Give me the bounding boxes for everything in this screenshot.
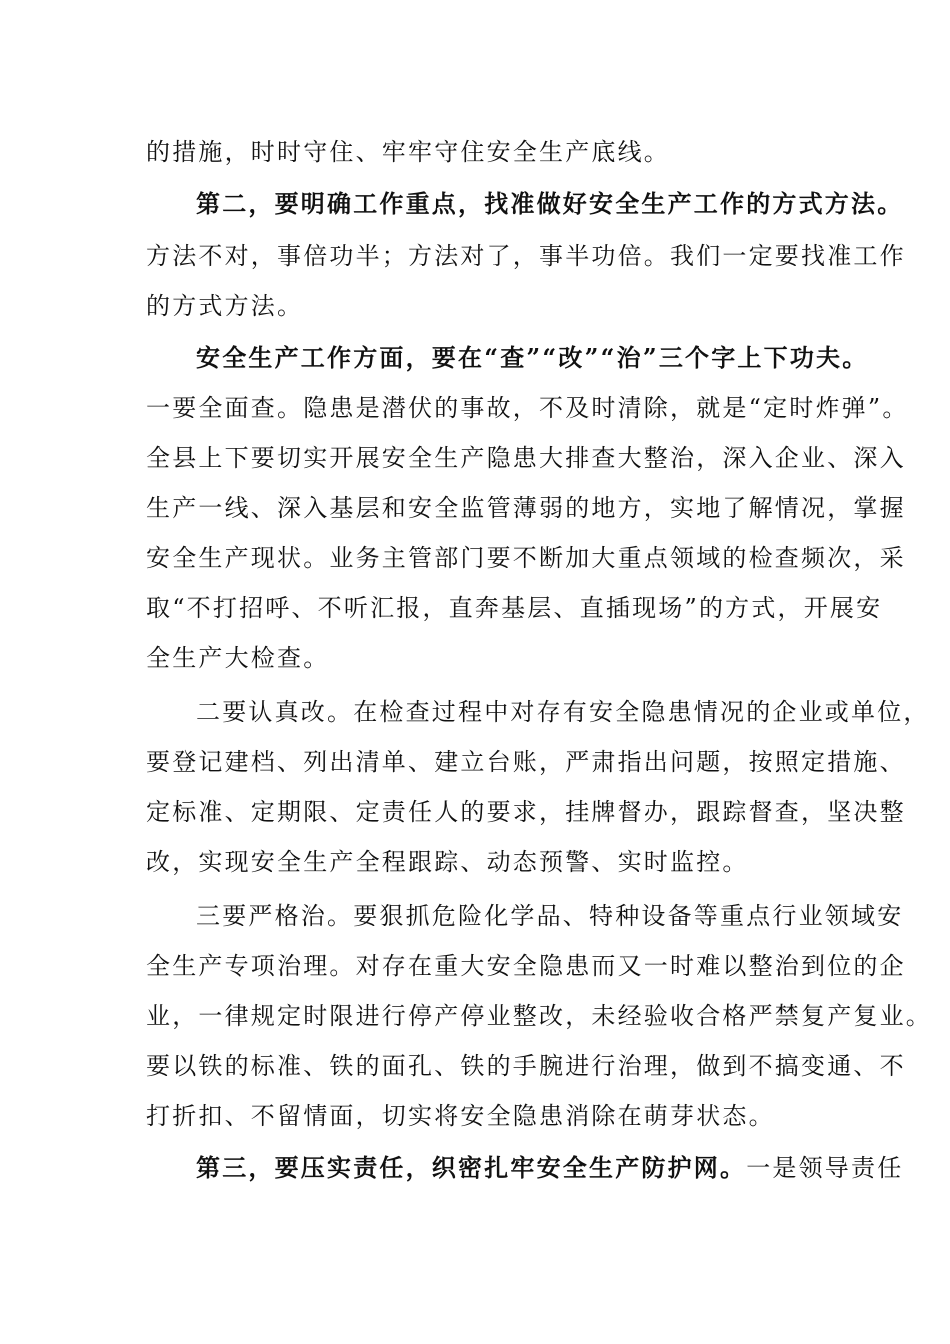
paragraph-line bbox=[146, 642, 846, 674]
line-text: 安全生产现状。业务主管部门要不断加大重点领域的检查频次，采 bbox=[146, 544, 906, 572]
line-text: 一是领导责任 bbox=[746, 1154, 904, 1182]
heading-text: 安全生产工作方面，要在“查”“改”“治”三个字上下功夫。 bbox=[196, 343, 869, 372]
subsection-heading bbox=[196, 342, 896, 374]
line-text: 改，实现安全生产全程跟踪、动态预警、实时监控。 bbox=[146, 848, 749, 876]
paragraph-line bbox=[146, 846, 846, 878]
paragraph-line bbox=[146, 542, 906, 574]
heading-text: 第三，要压实责任，织密扎牢安全生产防护网。 bbox=[196, 1153, 747, 1182]
paragraph-line bbox=[196, 696, 930, 728]
paragraph-line bbox=[146, 1050, 906, 1082]
line-text: 全生产大检查。 bbox=[146, 644, 330, 672]
paragraph-line bbox=[146, 796, 906, 828]
paragraph-line bbox=[146, 1100, 846, 1132]
paragraph-line bbox=[146, 136, 846, 168]
paragraph-line bbox=[146, 746, 906, 778]
line-text: 全生产专项治理。对存在重大安全隐患而又一时难以整治到位的企 bbox=[146, 952, 906, 980]
paragraph-line bbox=[146, 492, 906, 524]
line-text: 要登记建档、列出清单、建立台账，严肃指出问题，按照定措施、 bbox=[146, 748, 906, 776]
line-text: 三要严格治。要狠抓危险化学品、特种设备等重点行业领域安 bbox=[196, 902, 904, 930]
paragraph-line bbox=[146, 442, 906, 474]
line-text: 的方式方法。 bbox=[146, 292, 304, 320]
line-text: 取“不打招呼、不听汇报，直奔基层、直插现场”的方式，开展安 bbox=[146, 594, 883, 622]
line-text: 二要认真改。在检查过程中对存有安全隐患情况的企业或单位， bbox=[196, 698, 930, 726]
section-heading-3 bbox=[196, 1152, 904, 1184]
line-text: 的措施，时时守住、牢牢守住安全生产底线。 bbox=[146, 138, 670, 166]
line-text: 方法不对，事倍功半；方法对了，事半功倍。我们一定要找准工作 bbox=[146, 242, 906, 270]
line-text: 业，一律规定时限进行停产停业整改，未经验收合格严禁复产复业。 bbox=[146, 1002, 932, 1030]
line-text: 定标准、定期限、定责任人的要求，挂牌督办，跟踪督查，坚决整 bbox=[146, 798, 906, 826]
paragraph-line bbox=[146, 592, 883, 624]
paragraph-line bbox=[146, 290, 846, 322]
line-text: 全县上下要切实开展安全生产隐患大排查大整治，深入企业、深入 bbox=[146, 444, 906, 472]
paragraph-line bbox=[146, 950, 906, 982]
paragraph-line bbox=[146, 1000, 932, 1032]
line-text: 一要全面查。隐患是潜伏的事故，不及时清除，就是“定时炸弹”。 bbox=[146, 394, 909, 422]
heading-text: 第二，要明确工作重点，找准做好安全生产工作的方式方法。 bbox=[196, 189, 904, 218]
line-text: 要以铁的标准、铁的面孔、铁的手腕进行治理，做到不搞变通、不 bbox=[146, 1052, 906, 1080]
section-heading-2 bbox=[196, 188, 904, 220]
line-text: 打折扣、不留情面，切实将安全隐患消除在萌芽状态。 bbox=[146, 1102, 775, 1130]
paragraph-line bbox=[146, 240, 906, 272]
paragraph-line bbox=[196, 900, 904, 932]
paragraph-line bbox=[146, 392, 909, 424]
line-text: 生产一线、深入基层和安全监管薄弱的地方，实地了解情况，掌握 bbox=[146, 494, 906, 522]
